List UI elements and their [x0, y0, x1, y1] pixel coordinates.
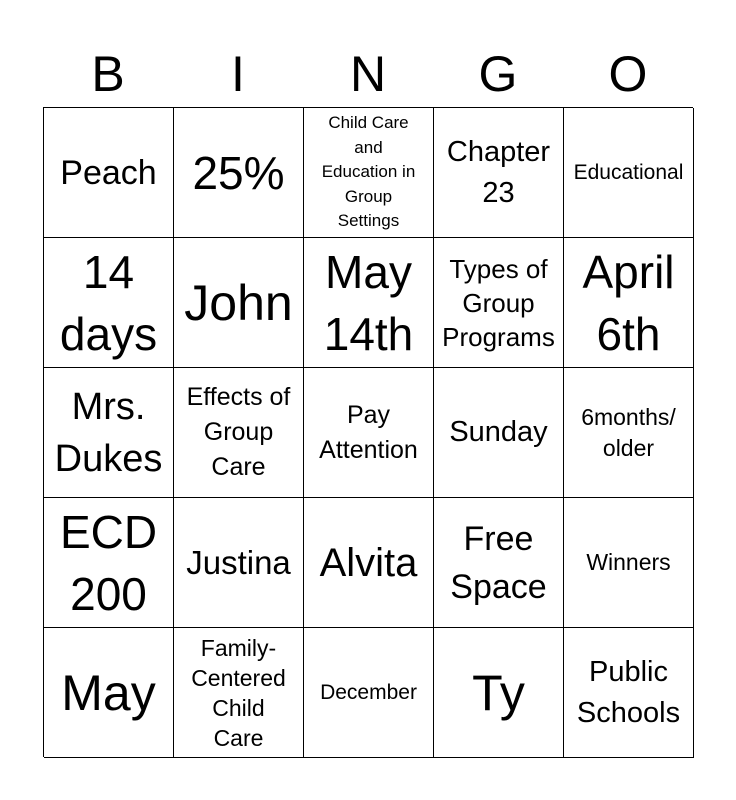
cell-text: Types of Group Programs [442, 253, 555, 352]
bingo-header [43, 42, 693, 106]
bingo-cell[interactable] [44, 628, 174, 758]
bingo-cell[interactable] [434, 108, 564, 238]
bingo-cell[interactable] [44, 368, 174, 498]
cell-text: Justina [186, 543, 291, 581]
bingo-cell[interactable] [304, 628, 434, 758]
cell-text: Pay Attention [319, 400, 418, 464]
cell-text: 6months/ older [581, 403, 676, 461]
cell-text: Alvita [319, 540, 418, 585]
cell-text: Chapter 23 [446, 135, 551, 209]
header-letter-g: G [478, 46, 518, 102]
cell-text: Educational [573, 161, 684, 184]
bingo-board [43, 107, 693, 757]
cell-text: Effects of Group Care [186, 383, 291, 481]
bingo-cell[interactable] [304, 108, 434, 238]
header-letter-i: I [231, 46, 245, 102]
bingo-cell[interactable] [304, 238, 434, 368]
cell-text: April 6th [582, 245, 675, 360]
cell-text: Child Care and Education in Group Settings [321, 113, 416, 231]
header-letter-b: B [91, 46, 125, 102]
cell-text: John [184, 274, 293, 331]
bingo-cell[interactable] [564, 368, 694, 498]
bingo-cell[interactable] [174, 238, 304, 368]
cell-text: Family- Centered Child Care [191, 634, 286, 751]
bingo-cell[interactable] [564, 238, 694, 368]
cell-text: Sunday [449, 416, 548, 448]
cell-text: 25% [192, 146, 285, 199]
cell-text: Mrs. Dukes [54, 385, 163, 480]
cell-text: Winners [586, 549, 671, 575]
bingo-cell[interactable] [44, 108, 174, 238]
bingo-cell[interactable] [174, 628, 304, 758]
bingo-cell[interactable] [44, 238, 174, 368]
bingo-cell[interactable] [304, 498, 434, 628]
cell-text: December [320, 681, 417, 704]
header-letter-o: O [608, 46, 648, 102]
bingo-cell[interactable] [434, 628, 564, 758]
bingo-cell[interactable] [434, 498, 564, 628]
cell-text: Peach [60, 153, 157, 192]
cell-text: May [61, 664, 156, 721]
cell-text: Ty [472, 664, 525, 721]
cell-text: May 14th [323, 245, 414, 360]
bingo-cell[interactable] [174, 108, 304, 238]
cell-text: Public Schools [576, 655, 681, 729]
header-letter-n: N [349, 46, 387, 102]
cell-text: 14 days [59, 245, 158, 360]
bingo-cell[interactable] [44, 498, 174, 628]
cell-text: ECD 200 [59, 505, 158, 620]
bingo-cell[interactable] [564, 108, 694, 238]
bingo-cell[interactable] [564, 628, 694, 758]
bingo-cell[interactable] [564, 498, 694, 628]
bingo-cell[interactable] [304, 368, 434, 498]
bingo-cell[interactable] [434, 368, 564, 498]
bingo-cell[interactable] [174, 498, 304, 628]
bingo-cell[interactable] [174, 368, 304, 498]
bingo-cell[interactable] [434, 238, 564, 368]
cell-text: Free Space [450, 519, 547, 606]
